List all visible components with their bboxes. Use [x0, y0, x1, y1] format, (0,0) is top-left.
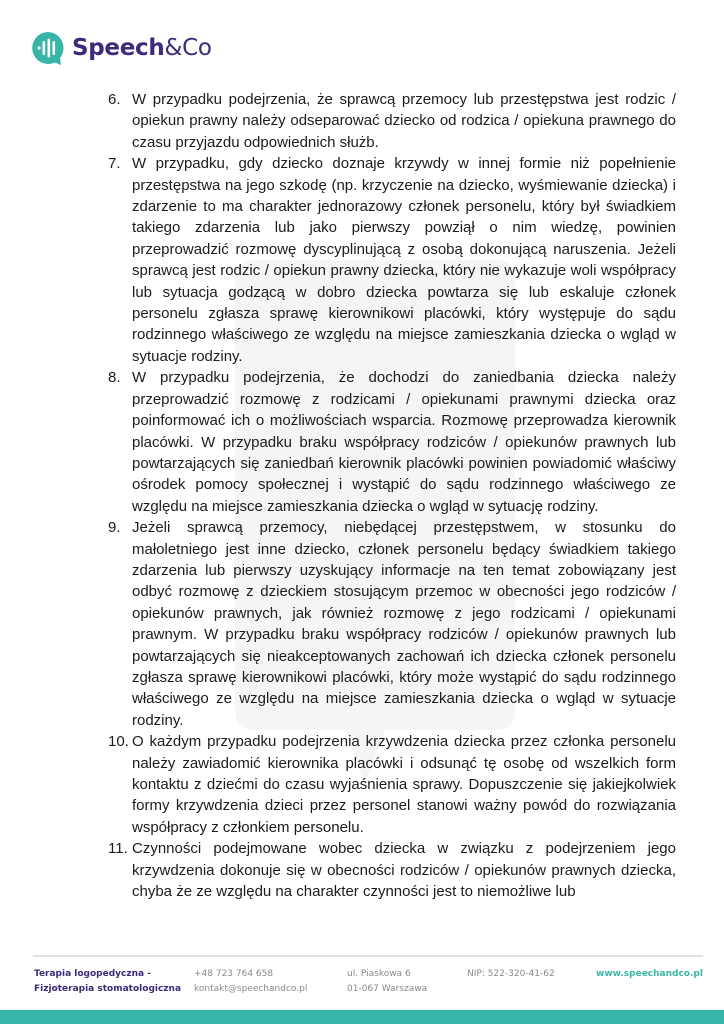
footer-service-dental-physio: Fizjoterapia stomatologiczna — [34, 984, 182, 994]
list-item — [108, 517, 676, 731]
list-item-text: W przypadku, gdy dziecko doznaje krzywdy w innej formie niż popełnienie przestępstwa na jego szkodę (np. krzyczenie na dziecko, wyśmiewanie dziecka) i zdarzenie to ma charakter jednorazowy członek personelu, który był świadkiem takiego zdarzenia lub jako pierwszy powziął o nim wiedzę, powinien przeprowadzić rozmowę dyscyplinującą z osobą dokonującą naruszenia. Jeżeli sprawcą jest rodzic / opiekun prawny dziecka, który nie wykazuje woli współpracy lub sytuacja godzącą w dobro dziecka powtarza się lub eskaluje członek personelu zgłasza sprawę kierownikowi placówki, który występuje do sądu rodzinnego właściwego ze względu na miejsce zamieszkania dziecka o wgląd w sytuacje rodziny. — [132, 155, 676, 365]
list-item-text: Jeżeli sprawcą przemocy, niebędącej przestępstwem, w stosunku do małoletniego jest inne dziecko, członek personelu będący świadkiem takiego zdarzenia lub pierwszy uzyskujący informacje na ten temat zobowiązany jest odbyć rozmowę z dzieckiem stosującym przemoc w obecności jego rodziców / opiekunów prawnych, jak również rozmowę z jego rodzicami / opiekunami prawnym. W przypadku braku współpracy rodziców / opiekunów prawnych lub powtarzających się nieakceptowanych zachowań ich dziecka członek personelu zgłasza sprawę kierownikowi placówki, który może wystąpić do sądu rodzinnego właściwego ze względu na miejsce zamieszkania dziecka o wgląd w sytuacje rodziny. — [132, 519, 676, 729]
brand-name — [72, 35, 212, 61]
footer-website-link[interactable]: www.speechandco.pl — [596, 969, 703, 979]
list-item-number: 11. — [108, 840, 128, 858]
list-item — [108, 838, 676, 902]
page-footer — [34, 967, 724, 1007]
footer-address — [347, 967, 427, 997]
speech-bubble-sound-icon — [30, 30, 66, 66]
list-item-number: 7. — [108, 155, 121, 173]
footer-service-speech-therapy: Terapia logopedyczna - — [34, 969, 151, 979]
list-item-text: O każdym przypadku podejrzenia krzywdzenia dziecka przez członka personelu należy zawiadomić kierownika placówki i odsunąć tę osobę od wszelkich form kontaktu z dziećmi do czasu wyjaśnienia sprawy. Dopuszczenie się jakiejkolwiek formy krzywdzenia dzieci przez personel stanowi ważny powód do rozwiązania współpracy z członkiem personelu. — [132, 733, 676, 836]
list-item-number: 6. — [108, 91, 121, 108]
list-item-text: Czynności podejmowane wobec dziecka w związku z podejrzeniem jego krzywdzenia dokonuje się w obecności rodziców / opiekunów prawnych dziecka, chyba że ze względu na charakter czynności jest to niemożliwe lub — [132, 840, 676, 901]
list-item — [108, 89, 676, 153]
list-item-text: W przypadku podejrzenia, że sprawcą przemocy lub przestępstwa jest rodzic / opiekun prawny należy odseparować dziecko od rodzica / opiekuna prawnego do czasu przyjazdu odpowiednich służb. — [132, 91, 676, 151]
footer-city: 01-067 Warszawa — [347, 984, 428, 994]
list-item — [108, 367, 676, 517]
brand-name-regular: &Co — [164, 35, 212, 61]
footer-accent-bar — [0, 1010, 724, 1024]
footer-services — [34, 967, 181, 997]
list-item — [108, 153, 676, 367]
footer-divider — [33, 955, 703, 957]
brand-logo — [30, 28, 212, 68]
footer-contact — [194, 967, 307, 997]
document-body — [108, 89, 676, 902]
list-item — [108, 731, 676, 838]
footer-nip: NIP: 522-320-41-62 — [467, 969, 555, 979]
footer-email[interactable]: kontakt@speechandco.pl — [194, 984, 308, 994]
list-item-text: W przypadku podejrzenia, że dochodzi do zaniedbania dziecka należy przeprowadzić rozmowę z rodzicami / opiekunami prawnymi dziecka oraz poinformować ich o możliwościach wsparcia. Rozmowę przeprowadza kierownik placówki. W przypadku braku współpracy rodziców / opiekunów prawnych lub powtarzających się zaniedbań kierownik placówki powinien powiadomić właściwy ośrodek pomocy społecznej i wystąpić do sądu rodzinnego właściwego ze względu na miejsce zamieszkania dziecka o wgląd w sytuację rodziny. — [132, 369, 676, 515]
list-item-number: 10. — [108, 733, 129, 751]
list-item-number: 9. — [108, 519, 121, 537]
footer-phone[interactable]: +48 723 764 658 — [194, 969, 274, 979]
footer-street: ul. Piaskowa 6 — [347, 969, 411, 979]
list-item-number: 8. — [108, 369, 121, 387]
numbered-list — [108, 89, 676, 902]
brand-name-bold: Speech — [72, 35, 165, 61]
